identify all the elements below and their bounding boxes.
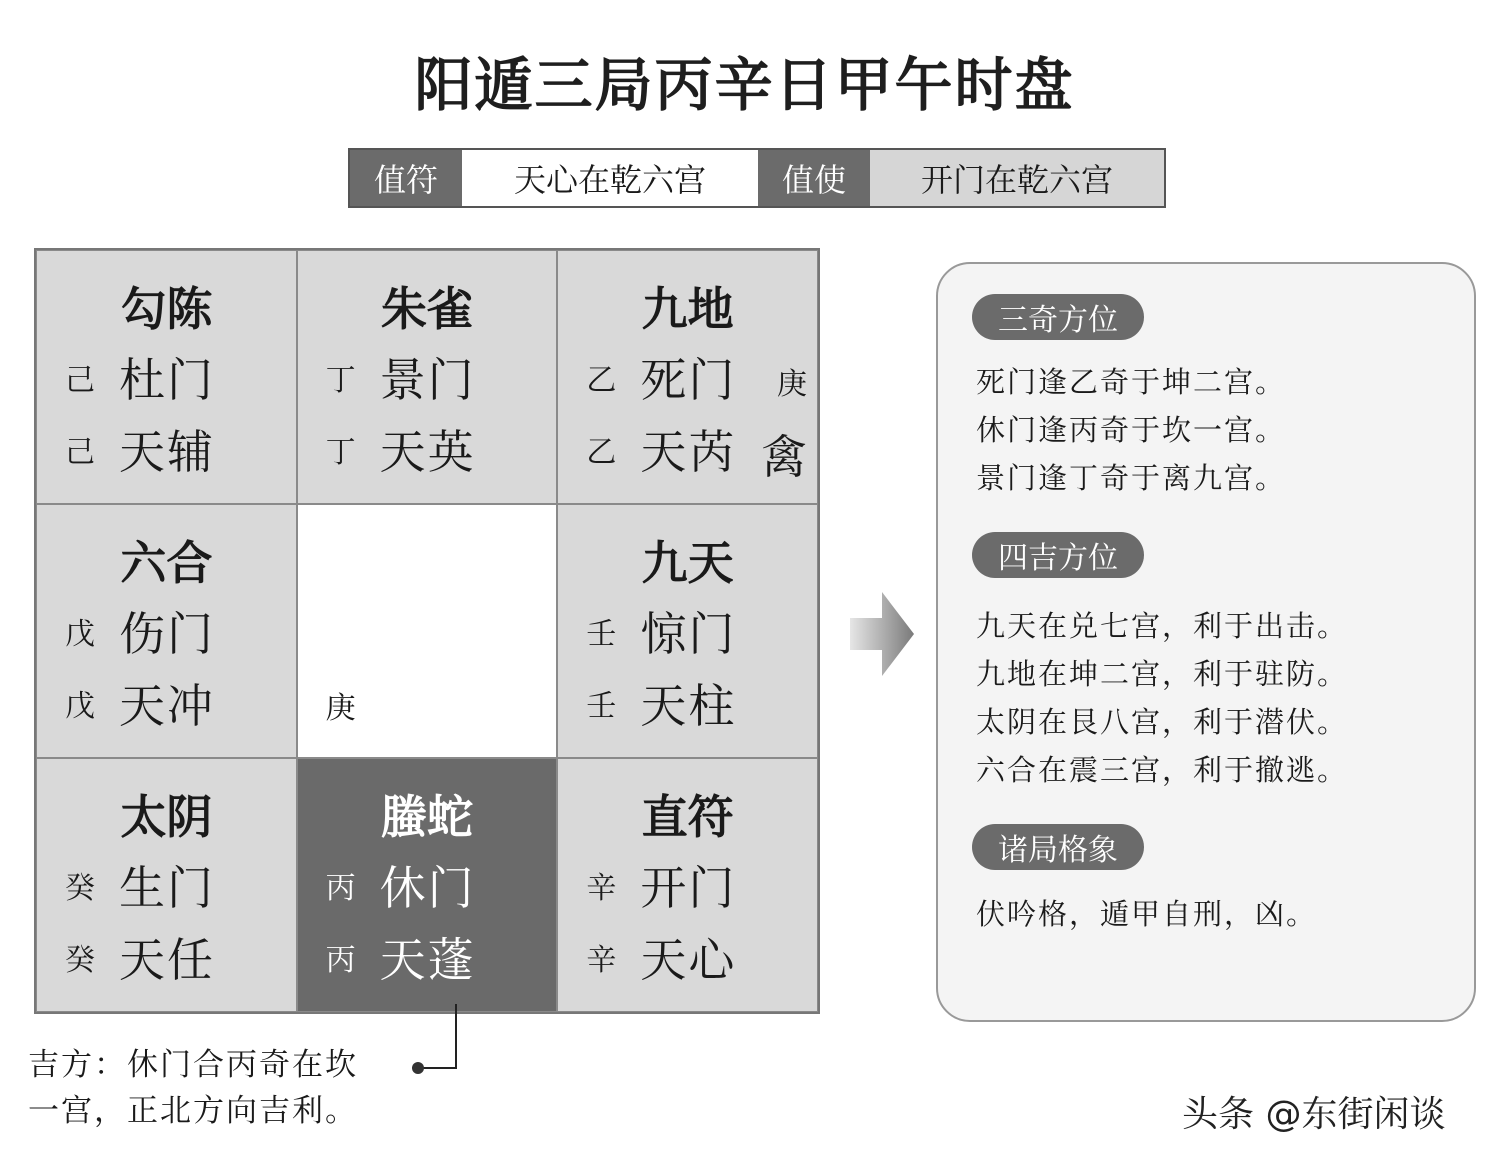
god-name: 九天: [641, 536, 734, 590]
section-title-siji: 四吉方位: [972, 532, 1144, 578]
earth-stem: 癸: [65, 943, 95, 978]
heaven-stem: 壬: [586, 617, 617, 652]
earth-stem: 己: [65, 435, 95, 470]
star-name: 天冲: [119, 679, 215, 733]
center-stem: 庚: [325, 691, 356, 726]
door-name: 开门: [640, 861, 737, 915]
god-name: 螣蛇: [380, 790, 473, 844]
god-name: 勾陈: [120, 282, 213, 336]
right-arrow-icon: [850, 592, 914, 676]
analysis-panel: [936, 262, 1476, 1022]
palace-li-9: [297, 250, 558, 504]
palace-dui-7: [557, 504, 818, 758]
god-name: 朱雀: [380, 282, 473, 336]
list-item: 九天在兑七宫，利于出击。: [976, 609, 1349, 643]
lodged-stem: 庚: [776, 367, 807, 402]
god-name: 太阴: [120, 790, 213, 844]
palace-qian-6: [557, 758, 818, 1012]
note-line: 一宫，正北方向吉利。: [28, 1093, 358, 1129]
list-item: 太阴在艮八宫，利于潜伏。: [976, 705, 1349, 739]
palace-xun-4: [36, 250, 297, 504]
section-title-sanqi: 三奇方位: [972, 294, 1144, 340]
palace-kun-2: [557, 250, 818, 504]
door-name: 生门: [119, 861, 215, 915]
god-name: 直符: [641, 790, 734, 844]
palace-zhen-3: [36, 504, 297, 758]
door-name: 死门: [640, 353, 737, 407]
info-bar: [348, 148, 1166, 208]
zhishi-value: 开门在乾六宫: [870, 150, 1164, 206]
earth-stem: 戊: [65, 689, 95, 724]
auspicious-note: [28, 1042, 358, 1134]
watermark: 头条 @东街闲谈: [1182, 1094, 1446, 1135]
heaven-stem: 戊: [65, 617, 95, 652]
earth-stem: 乙: [586, 435, 617, 470]
door-name: 杜门: [119, 353, 215, 407]
section-title-geju: 诸局格象: [972, 824, 1144, 870]
heaven-stem: 乙: [586, 363, 617, 398]
palace-center-5: [297, 504, 558, 758]
door-name: 伤门: [119, 607, 215, 661]
star-name: 天辅: [119, 425, 215, 479]
earth-stem: 丁: [325, 435, 356, 470]
list-item: 六合在震三宫，利于撤逃。: [976, 753, 1349, 787]
geju-line: 伏吟格，遁甲自刑，凶。: [976, 897, 1318, 931]
zhishi-label: 值使: [758, 150, 870, 206]
earth-stem: 丙: [325, 943, 356, 978]
zhifu-value: 天心在乾六宫: [462, 150, 758, 206]
palace-grid: [34, 248, 820, 1014]
note-line: 吉方：休门合丙奇在坎: [28, 1047, 358, 1083]
list-item: 休门逢丙奇于坎一宫。: [976, 413, 1287, 447]
palace-kan-1: [297, 758, 558, 1012]
door-name: 惊门: [640, 607, 737, 661]
list-item: 九地在坤二宫，利于驻防。: [976, 657, 1349, 691]
door-name: 休门: [379, 861, 476, 915]
siji-lines: [976, 602, 1348, 794]
earth-stem: 壬: [586, 689, 617, 724]
door-name: 景门: [379, 353, 476, 407]
heaven-stem: 己: [65, 363, 95, 398]
heaven-stem: 丙: [325, 871, 356, 906]
star-name: 天蓬: [379, 933, 476, 987]
sanqi-lines: [976, 358, 1286, 502]
star-name: 天芮: [640, 425, 737, 479]
heaven-stem: 癸: [65, 871, 95, 906]
star-name: 天英: [379, 425, 476, 479]
god-name: 九地: [641, 282, 734, 336]
list-item: 景门逢丁奇于离九宫。: [976, 461, 1287, 495]
god-name: 六合: [120, 536, 213, 590]
star-name: 天任: [119, 933, 215, 987]
palace-gen-8: [36, 758, 297, 1012]
list-item: 死门逢乙奇于坤二宫。: [976, 365, 1287, 399]
star-name: 天柱: [640, 679, 737, 733]
star-name: 天心: [640, 933, 737, 987]
lodged-star: 禽: [760, 430, 807, 484]
zhifu-label: 值符: [350, 150, 462, 206]
earth-stem: 辛: [586, 943, 617, 978]
callout-connector: [400, 1004, 462, 1074]
page-title: 阳遁三局丙辛日甲午时盘: [414, 51, 1075, 119]
heaven-stem: 辛: [586, 871, 617, 906]
heaven-stem: 丁: [325, 363, 356, 398]
